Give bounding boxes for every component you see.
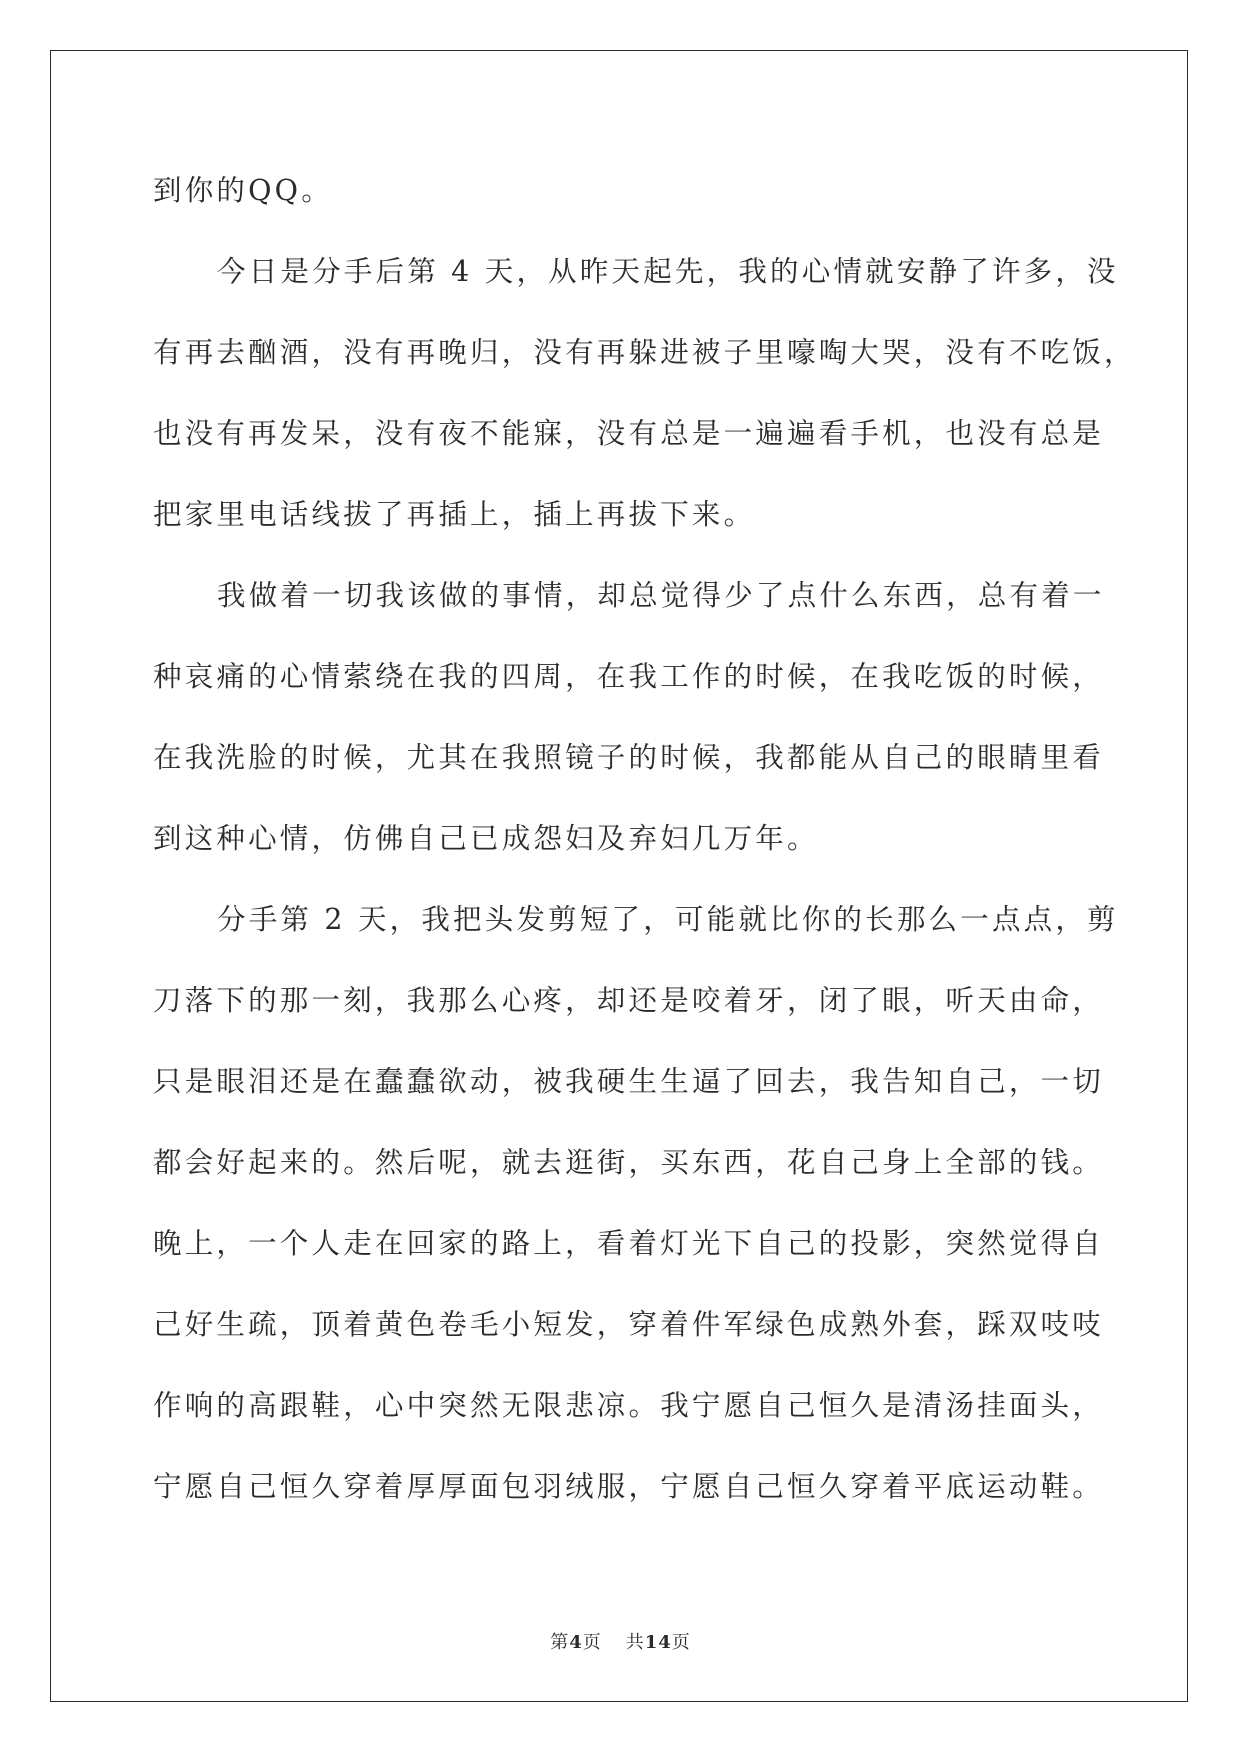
- text-line: 今日是分手后第 4 天，从昨天起先，我的心情就安静了许多，没: [217, 255, 1119, 288]
- text-line: 种哀痛的心情萦绕在我的四周，在我工作的时候，在我吃饭的时候，: [153, 660, 1105, 693]
- text-line: 到你的QQ。: [153, 174, 333, 207]
- text-line: 宁愿自己恒久穿着厚厚面包羽绒服，宁愿自己恒久穿着平底运动鞋。: [153, 1470, 1105, 1503]
- text-line: 把家里电话线拔了再插上，插上再拔下来。: [153, 498, 756, 531]
- text-line: 己好生疏，顶着黄色卷毛小短发，穿着件军绿色成熟外套，踩双吱吱: [153, 1308, 1105, 1341]
- text-line: 都会好起来的。然后呢，就去逛街，买东西，花自己身上全部的钱。: [153, 1146, 1105, 1179]
- text-line: 作响的高跟鞋，心中突然无限悲凉。我宁愿自己恒久是清汤挂面头，: [153, 1389, 1105, 1422]
- page-suffix: 页: [582, 1632, 602, 1653]
- text-line: 刀落下的那一刻，我那么心疼，却还是咬着牙，闭了眼，听天由命，: [153, 984, 1105, 1017]
- text-line: 有再去酗酒，没有再晚归，没有再躲进被子里嚎啕大哭，没有不吃饭，: [153, 336, 1136, 369]
- page-prefix: 第: [550, 1632, 570, 1653]
- body-text: [153, 150, 1136, 1527]
- page-total: 14: [644, 1632, 672, 1653]
- total-prefix: 共: [625, 1632, 645, 1653]
- text-line: 到这种心情，仿佛自己已成怨妇及弃妇几万年。: [153, 822, 819, 855]
- text-line: 晚上，一个人走在回家的路上，看着灯光下自己的投影，突然觉得自: [153, 1227, 1105, 1260]
- text-line: 在我洗脸的时候，尤其在我照镜子的时候，我都能从自己的眼睛里看: [153, 741, 1105, 774]
- text-line: 分手第 2 天，我把头发剪短了，可能就比你的长那么一点点，剪: [217, 903, 1119, 936]
- page-number: 4: [569, 1632, 583, 1653]
- total-suffix: 页: [671, 1632, 691, 1653]
- text-line: 也没有再发呆，没有夜不能寐，没有总是一遍遍看手机，也没有总是: [153, 417, 1105, 450]
- page-footer: [0, 1628, 1241, 1654]
- text-line: 我做着一切我该做的事情，却总觉得少了点什么东西，总有着一: [217, 579, 1105, 612]
- text-line: 只是眼泪还是在蠢蠢欲动，被我硬生生逼了回去，我告知自己，一切: [153, 1065, 1105, 1098]
